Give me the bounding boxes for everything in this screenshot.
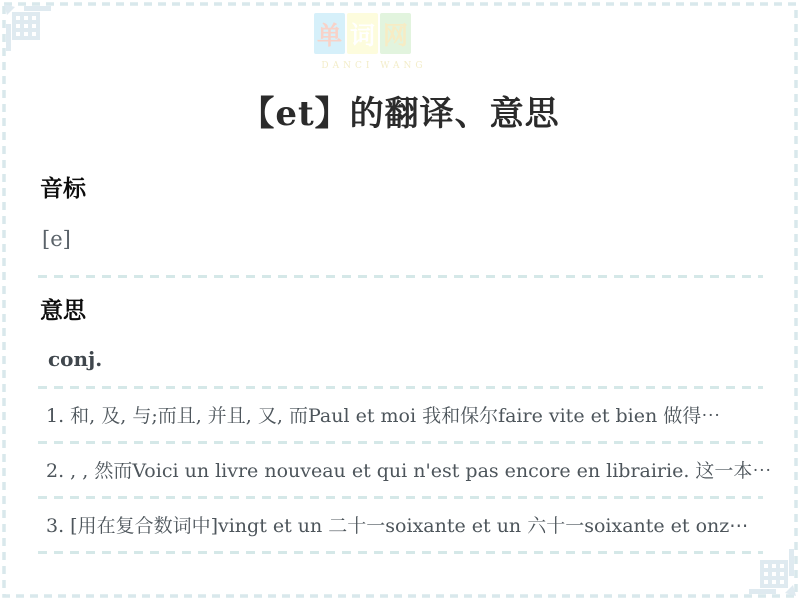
meaning-section-heading: 意思 bbox=[40, 297, 86, 324]
definition-item: 2. , , 然而Voici un livre nouveau et qui n'est pas encore en librairie. 这一本⋯ bbox=[46, 460, 772, 482]
logo-blocks bbox=[314, 13, 434, 54]
logo-block-wang: 网 bbox=[380, 13, 411, 54]
logo-subtitle: DANCI WANG bbox=[321, 61, 427, 71]
entry-body bbox=[38, 170, 772, 554]
phonetic-value: [e] bbox=[42, 227, 71, 251]
page-title: 【et】的翻译、意思 bbox=[240, 94, 560, 134]
corner-ornament-icon bbox=[2, 2, 56, 56]
logo-block-dan: 单 bbox=[314, 13, 345, 54]
definition-item: 1. 和, 及, 与;而且, 并且, 又, 而Paul et moi 我和保尔faire vite et bien 做得⋯ bbox=[46, 405, 721, 427]
logo-block-ci: 词 bbox=[347, 13, 378, 54]
definition-item: 3. [用在复合数词中]vingt et un 二十一soixante et un 六十一soixante et onz⋯ bbox=[46, 515, 749, 537]
divider bbox=[38, 551, 763, 554]
phonetic-section-heading: 音标 bbox=[40, 175, 86, 202]
part-of-speech-label: conj. bbox=[48, 347, 103, 371]
site-logo bbox=[314, 13, 434, 71]
divider bbox=[38, 275, 763, 278]
